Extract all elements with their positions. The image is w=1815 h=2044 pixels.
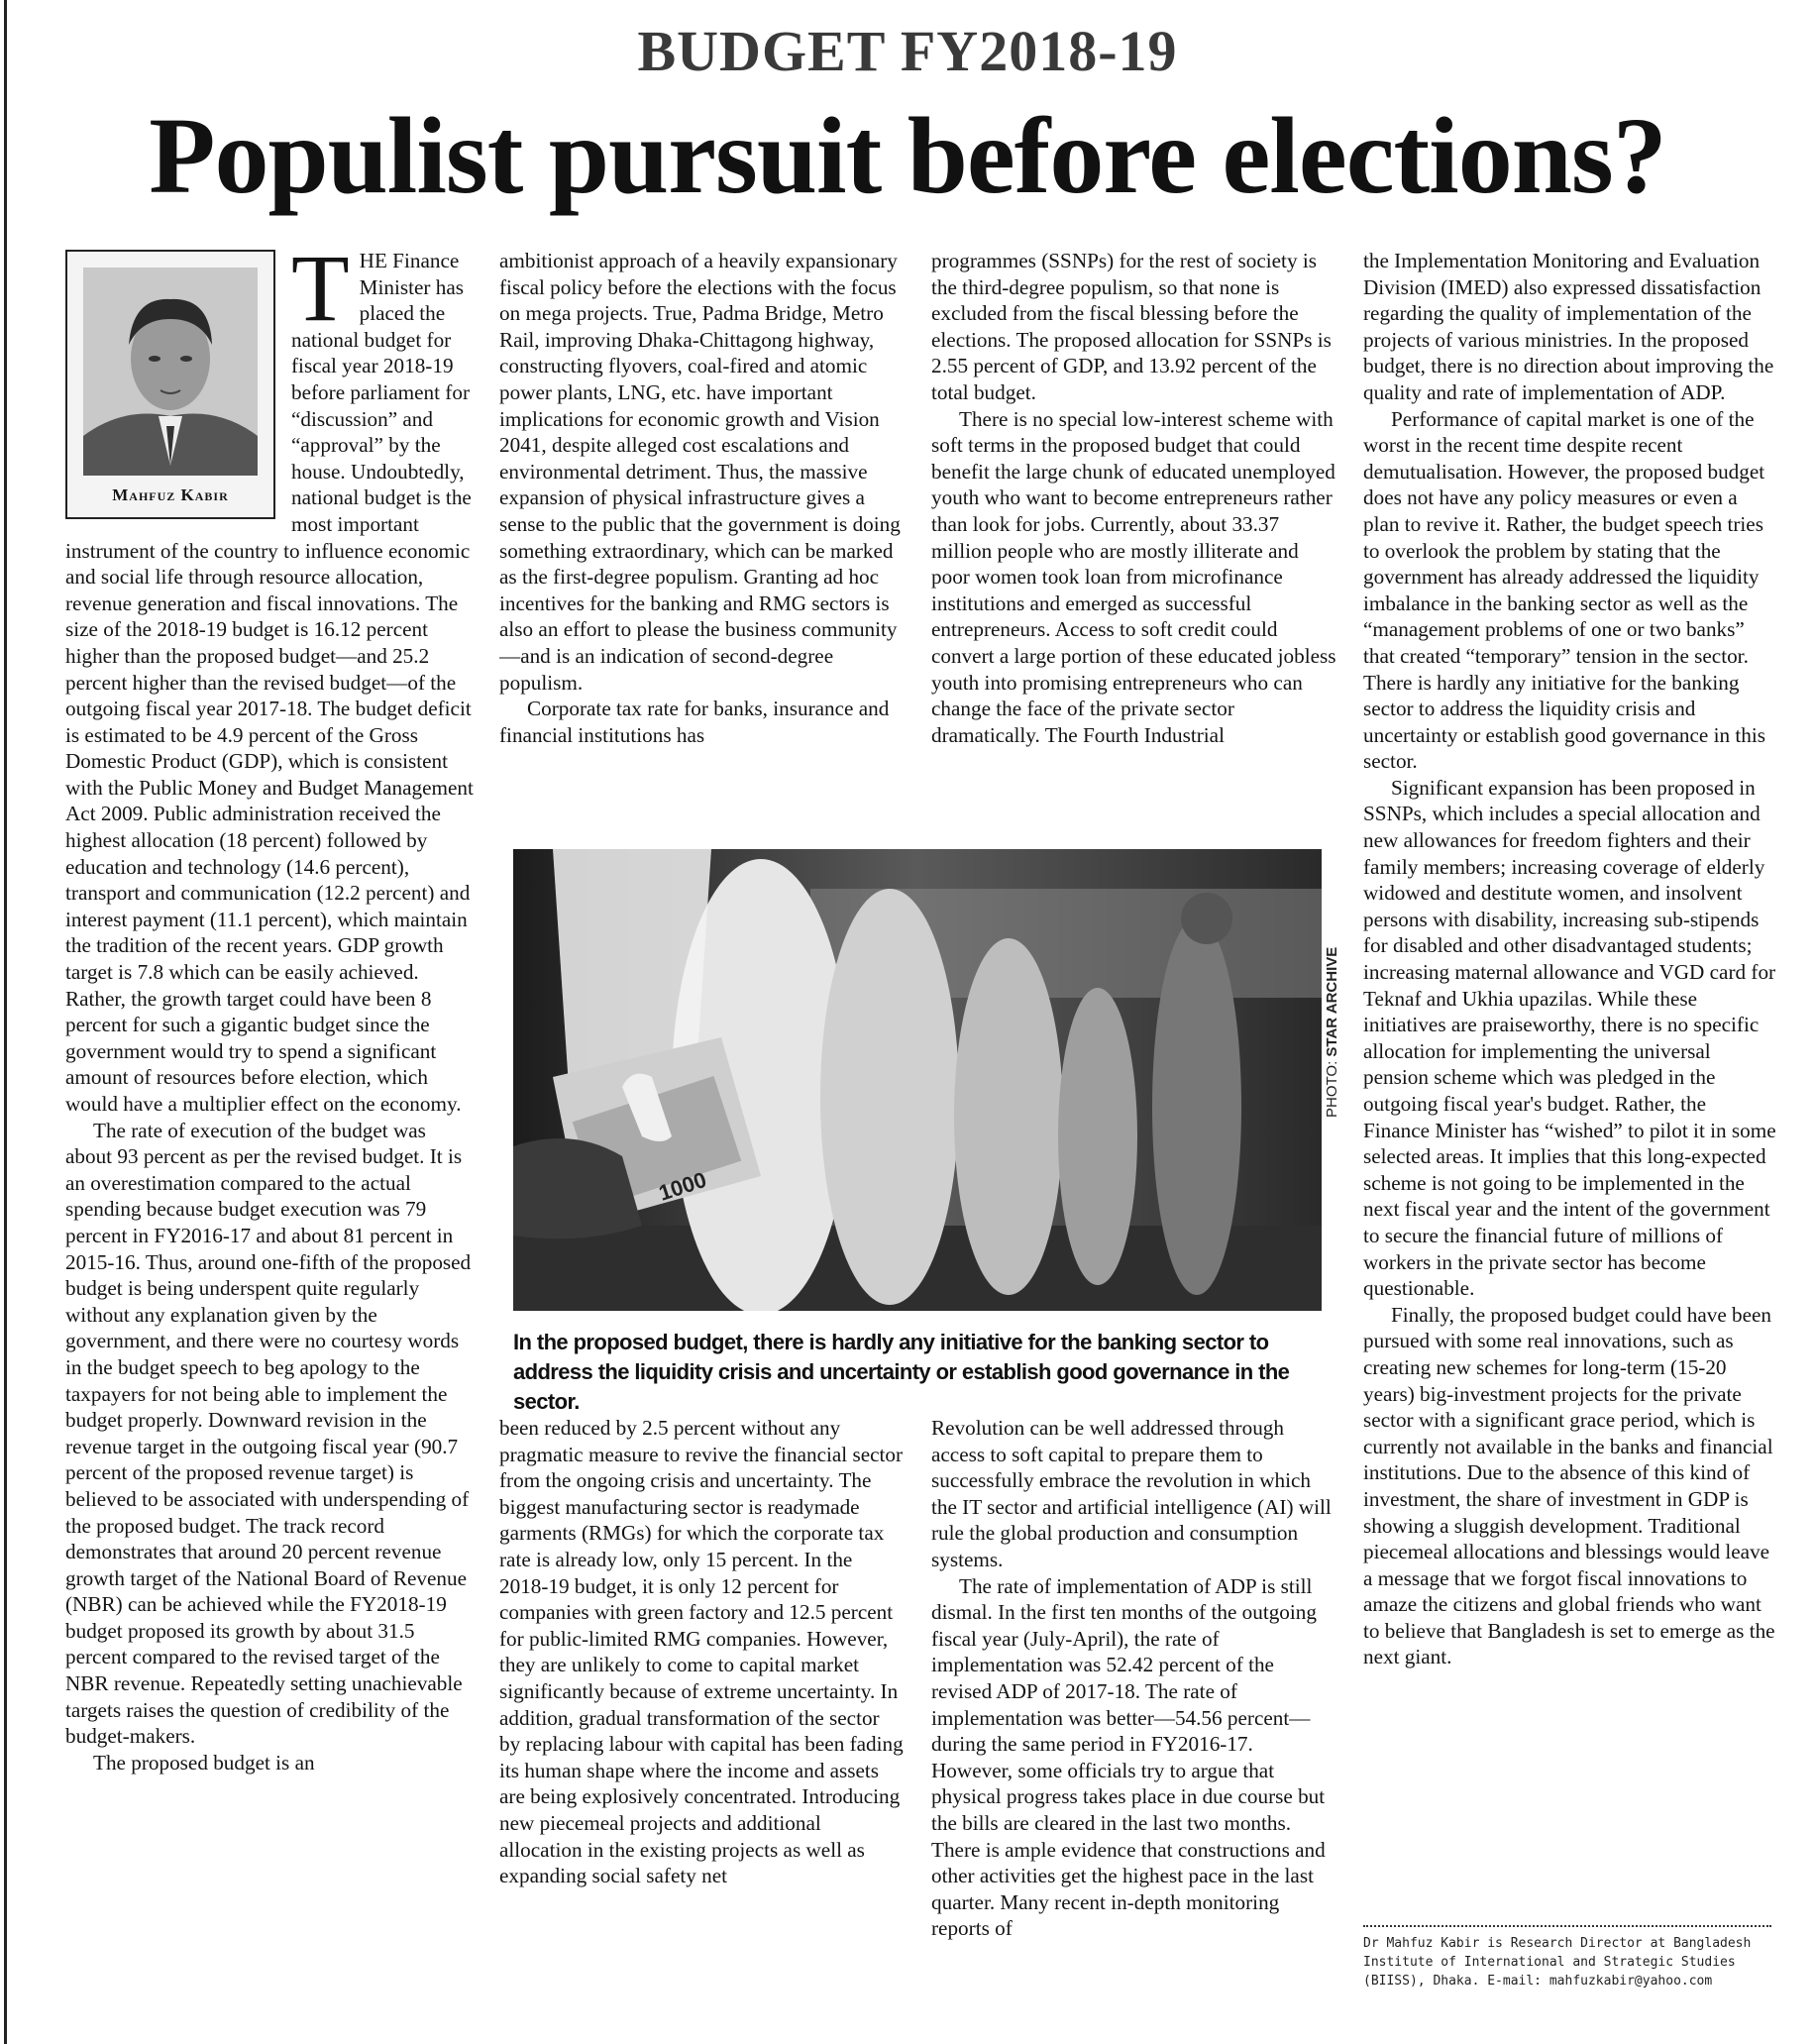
- column-3b-paragraph-1: Revolution can be well addressed through access to soft capital to prepare them to successfully embrace the revolution in which the IT sector and artificial intelligence (AI) will rule the global production and consumption systems.: [931, 1416, 1332, 1571]
- column-3-bottom: [931, 1415, 1339, 2029]
- column-2-paragraph-2: Corporate tax rate for banks, insurance and financial institutions has: [499, 697, 890, 747]
- author-bio: Dr Mahfuz Kabir is Research Director at Bangladesh Institute of International and Strategic Studies (BIISS), Dhaka. E-mail: mahfuzkabir@yahoo.com: [1363, 1936, 1752, 1989]
- column-4-paragraph-3: Significant expansion has been proposed in SSNPs, which includes a special allocation and new allowances for freedom fighters and their family members; increasing coverage of elderly widowed and destitute women, and insolvent persons with disability, increasing sub-stipends for disabled and other disadvantaged students; increasing maternal allowance and VGD card for Teknaf and Ukhia upazilas. While these initiatives are praiseworthy, there is no specific allocation for implementing the universal pension scheme which was pledged in the outgoing fiscal year's budget. Rather, the Finance Minister has “wished” to pilot it in some selected areas. It implies that this long-expected scheme is not going to be implemented in the next fiscal year and the intent of the government to secure the financial future of millions of workers in the private sector has become questionable.: [1363, 775, 1776, 1301]
- column-1-paragraph-1: HE Finance Minister has placed the national budget for fiscal year 2018-19 before parliament for “discussion” and “approval” by the house. Undoubtedly, national budget is the most important instrument of the country to influence economic and social life through resource allocation, revenue generation and fiscal innovations. The size of the 2018-19 budget is 16.12 percent higher than the proposed budget—and 25.2 percent higher than the revised budget—of the outgoing fiscal year 2017-18. The budget deficit is estimated to be 4.9 percent of the Gross Domestic Product (GDP), which is consistent with the Public Money and Budget Management Act 2009. Public administration received the highest allocation (18 percent) followed by education and technology (14.6 percent), transport and communication (12.2 percent) and interest payment (11.1 percent), which maintain the tradition of the recent years. GDP growth target is 7.8 which can be easily achieved. Rather, the growth target could have been 8 percent for such a gigantic budget since the government would try to spend a significant amount of resources before election, which would have a multiplier effect on the economy.: [65, 249, 474, 1116]
- author-portrait-icon: [83, 268, 258, 476]
- banknote-queue-photo: [513, 849, 1322, 1311]
- photo-credit-source: STAR ARCHIVE: [1324, 946, 1340, 1057]
- author-photo: [65, 250, 275, 519]
- column-3b-paragraph-2: The rate of implementation of ADP is still dismal. In the first ten months of the outgoing fiscal year (July-April), the rate of implementation was 52.42 percent of the revised ADP of 2017-18. The rate of implementation was better—54.56 percent—during the same period in FY2016-17. However, some officials try to argue that physical progress takes place in due course but the bills are cleared in the last two months. There is ample evidence that constructions and other activities get the highest pace in the last quarter. Many recent in-depth monitoring reports of: [931, 1573, 1326, 1941]
- article-photo: [513, 849, 1322, 1311]
- column-4-paragraph-1: the Implementation Monitoring and Evaluation Division (IMED) also expressed dissatisfaction regarding the quality of implementation of the projects of various ministries. In the proposed budget, there is no direction about improving the quality and rate of implementation of ADP.: [1363, 249, 1774, 404]
- photo-credit-prefix: PHOTO:: [1324, 1056, 1340, 1118]
- section-kicker: BUDGET FY2018-19: [637, 19, 1178, 83]
- column-3-top: [931, 248, 1339, 832]
- column-2b-paragraph-1: been reduced by 2.5 percent without any pragmatic measure to revive the financial sector from the ongoing crisis and uncertainty. The biggest manufacturing sector is readymade garments (RMGs) for which the corporate tax rate is already low, only 15 percent. In the 2018-19 budget, it is only 12 percent for companies with green factory and 12.5 percent for public-limited RMG companies. However, they are unlikely to come to capital market significantly because of extreme uncertainty. In addition, gradual transformation of the sector by replacing labour with capital has been fading its human shape where the income and assets are being explosively concentrated. Introducing new piecemeal projects and additional allocation in the existing projects as well as expanding social safety net: [499, 1416, 904, 1888]
- column-1-paragraph-3: The proposed budget is an: [93, 1750, 315, 1775]
- column-3-paragraph-2: There is no special low-interest scheme with soft terms in the proposed budget that could benefit the large chunk of educated unemployed youth who want to become entrepreneurs rather than look for jobs. Currently, about 33.37 million people who are mostly illiterate and poor women took loan from microfinance institutions and emerged as successful entrepreneurs. Access to soft credit could convert a large portion of these educated jobless youth into promising entrepreneurs who can change the face of the private sector dramatically. The Fourth Industrial: [931, 406, 1336, 747]
- column-2-top: [499, 248, 906, 832]
- banknote-value: 1000: [655, 1166, 710, 1206]
- photo-credit: [1324, 947, 1340, 1118]
- column-1: [65, 248, 476, 2031]
- column-4-paragraph-4: Finally, the proposed budget could have been pursued with some real innovations, such as creating new schemes for long-term (15-20 years) big-investment projects for the private sector with a significant grace period, which is currently not available in the banks and financial institutions. Due to the absence of this kind of investment, the share of investment in GDP is showing a sluggish development. Traditional piecemeal allocations and blessings would leave a message that we forgot fiscal innovations to amaze the citizens and global friends who want to believe that Bangladesh is set to emerge as the next giant.: [1363, 1302, 1775, 1669]
- article-headline: Populist pursuit before elections?: [149, 95, 1666, 216]
- bio-divider: [1363, 1925, 1771, 1927]
- photo-caption: In the proposed budget, there is hardly any initiative for the banking sector to address the liquidity crisis and uncertainty or establish good governance in the sector.: [513, 1330, 1290, 1414]
- column-2-paragraph-1: ambitionist approach of a heavily expansionary fiscal policy before the elections with the focus on mega projects. True, Padma Bridge, Metro Rail, improving Dhaka-Chittagong highway, constructing flyovers, coal-fired and atomic power plants, LNG, etc. have important implications for economic growth and Vision 2041, despite alleged cost escalations and environmental detriment. Thus, the massive expansion of physical infrastructure gives a sense to the public that the government is doing something extraordinary, which can be marked as the first-degree populism. Granting ad hoc incentives for the banking and RMG sectors is also an effort to please the business community—and is an indication of second-degree populism.: [499, 249, 901, 695]
- author-name: Mahfuz Kabir: [112, 485, 229, 505]
- column-3-paragraph-1: programmes (SSNPs) for the rest of society is the third-degree populism, so that none is excluded from the fiscal blessing before the elections. The proposed allocation for SSNPs is 2.55 percent of GDP, and 13.92 percent of the total budget.: [931, 249, 1332, 404]
- column-2-bottom: [499, 1415, 906, 2029]
- page-margin-rule: [4, 0, 7, 2044]
- column-4-paragraph-2: Performance of capital market is one of the worst in the recent time despite recent demutualisation. However, the proposed budget does not have any policy measures or even a plan to revive it. Rather, the budget speech tries to overlook the problem by stating that the government has already addressed the liquidity imbalance in the banking sector as well as the “management problems of one or two banks” that created “temporary” tension in the sector. There is hardly any initiative for the banking sector to address the liquidity crisis and uncertainty or establish good governance in this sector.: [1363, 406, 1765, 774]
- drop-cap: T: [291, 248, 350, 341]
- column-1-paragraph-2: The rate of execution of the budget was about 93 percent as per the revised budget. It is an overestimation compared to the actual spending because budget execution was 79 percent in FY2016-17 and about 81 percent in 2015-16. Thus, around one-fifth of the proposed budget is being underspent quite regularly without any explanation given by the government, and there were no courtesy words in the budget speech to beg apology to the taxpayers for not being able to implement the budget properly. Downward revision in the revenue target in the outgoing fiscal year (90.7 percent of the proposed revenue target) is believed to be associated with underspending of the proposed budget. The track record demonstrates that around 20 percent revenue growth target of the National Board of Revenue (NBR) can be achieved while the FY2018-19 budget proposed its growth by about 31.5 percent compared to the revised target of the NBR revenue. Repeatedly setting unachievable targets raises the question of credibility of the budget-makers.: [65, 1118, 472, 1749]
- column-4: [1363, 248, 1777, 1912]
